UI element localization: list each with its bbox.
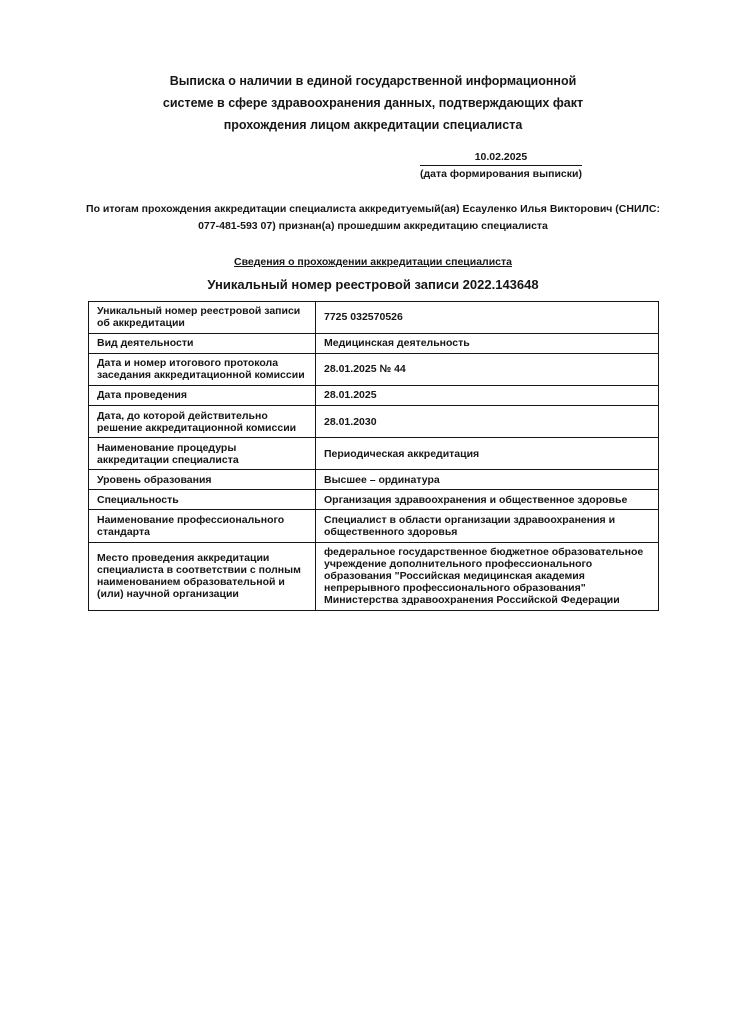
table-row xyxy=(89,510,659,542)
row-value-cell: Медицинская деятельность xyxy=(316,333,659,353)
extract-date: 10.02.2025 xyxy=(420,151,582,166)
row-label-cell: Наименование профессионального стандарта xyxy=(89,510,316,542)
intro-paragraph: По итогам прохождения аккредитации специалиста аккредитуемый(ая) Есауленко Илья Викторович (СНИЛС: 077-481-593 07) признан(а) прошедшим аккредитацию специалиста xyxy=(86,203,660,233)
row-label-cell: Дата и номер итогового протокола заседания аккредитационной комиссии xyxy=(89,353,316,385)
row-value-cell: Специалист в области организации здравоохранения и общественного здоровья xyxy=(316,510,659,542)
extract-date-block xyxy=(420,151,582,180)
row-label-cell: Уникальный номер реестровой записи об аккредитации xyxy=(89,301,316,333)
row-value-cell: 28.01.2025 xyxy=(316,385,659,405)
table-row xyxy=(89,385,659,405)
table-row xyxy=(89,470,659,490)
document-title-line-1: Выписка о наличии в единой государственной информационной xyxy=(169,74,577,88)
row-label-cell: Дата проведения xyxy=(89,385,316,405)
row-label-cell: Наименование процедуры аккредитации специалиста xyxy=(89,438,316,470)
table-row xyxy=(89,542,659,610)
table-row xyxy=(89,353,659,385)
extract-date-caption: (дата формирования выписки) xyxy=(420,168,582,180)
accreditation-table xyxy=(88,301,659,611)
row-label-cell: Дата, до которой действительно решение аккредитационной комиссии xyxy=(89,406,316,438)
row-value-cell: 28.01.2030 xyxy=(316,406,659,438)
table-row xyxy=(89,490,659,510)
row-value-cell: Периодическая аккредитация xyxy=(316,438,659,470)
table-row xyxy=(89,301,659,333)
row-value-cell: 28.01.2025 № 44 xyxy=(316,353,659,385)
row-label-cell: Специальность xyxy=(89,490,316,510)
row-value-cell: федеральное государственное бюджетное образовательное учреждение дополнительного профессионального образования "Российская медицинская академия непрерывного профессионального образования" Министерства здравоохранения Российской Федерации xyxy=(316,542,659,610)
registry-number-heading: Уникальный номер реестровой записи 2022.143648 xyxy=(207,276,539,292)
row-value-cell: Организация здравоохранения и общественное здоровье xyxy=(316,490,659,510)
table-row xyxy=(89,438,659,470)
document-title xyxy=(0,70,746,136)
row-value-cell: Высшее – ординатура xyxy=(316,470,659,490)
document-title-line-3: прохождения лицом аккредитации специалиста xyxy=(223,118,523,132)
row-label-cell: Место проведения аккредитации специалиста в соответствии с полным наименованием образовательной и (или) научной организации xyxy=(89,542,316,610)
section-heading: Сведения о прохождении аккредитации специалиста xyxy=(234,255,512,268)
table-row xyxy=(89,406,659,438)
row-value-cell: 7725 032570526 xyxy=(316,301,659,333)
table-row xyxy=(89,333,659,353)
document-title-line-2: системе в сфере здравоохранения данных, подтверждающих факт xyxy=(162,96,584,110)
row-label-cell: Вид деятельности xyxy=(89,333,316,353)
row-label-cell: Уровень образования xyxy=(89,470,316,490)
